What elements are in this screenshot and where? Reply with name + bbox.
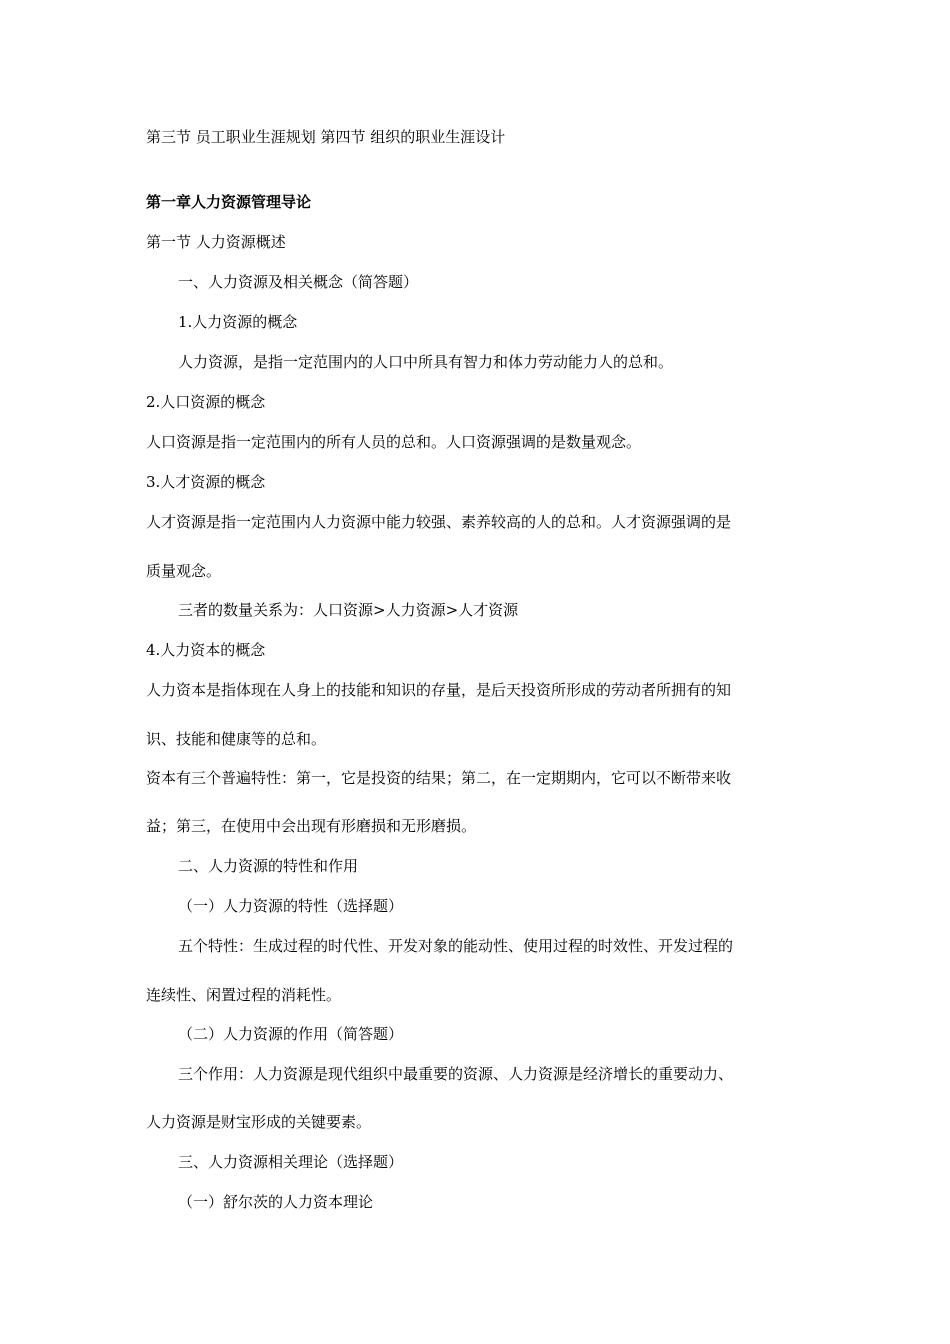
paragraph-line: 五个特性：生成过程的时代性、开发对象的能动性、使用过程的时效性、开发过程的 (178, 937, 734, 955)
sub-subsection-heading: （二）人力资源的作用（简答题） (178, 1025, 404, 1043)
sub-subsection-heading: （一）舒尔茨的人力资本理论 (178, 1193, 374, 1211)
item-heading: 1.人力资源的概念 (178, 313, 298, 331)
section-header-line: 第三节 员工职业生涯规划 第四节 组织的职业生涯设计 (146, 128, 506, 146)
sub-subsection-heading: （一）人力资源的特性（选择题） (178, 897, 404, 915)
paragraph-line: 人力资本是指体现在人身上的技能和知识的存量，是后天投资所形成的劳动者所拥有的知 (146, 681, 732, 699)
paragraph-line: 人才资源是指一定范围内人力资源中能力较强、素养较高的人的总和。人才资源强调的是 (146, 513, 732, 531)
paragraph-line: 三个作用：人力资源是现代组织中最重要的资源、人力资源是经济增长的重要动力、 (178, 1065, 734, 1083)
item-heading: 3.人才资源的概念 (146, 473, 266, 491)
item-heading: 2.人口资源的概念 (146, 393, 266, 411)
subsection-heading: 三、人力资源相关理论（选择题） (178, 1153, 404, 1171)
paragraph-line: 益；第三，在使用中会出现有形磨损和无形磨损。 (146, 817, 477, 835)
item-heading: 4.人力资本的概念 (146, 641, 266, 659)
paragraph-line: 连续性、闲置过程的消耗性。 (146, 986, 342, 1004)
paragraph-line: 识、技能和健康等的总和。 (146, 730, 327, 748)
paragraph-line: 资本有三个普遍特性：第一，它是投资的结果；第二，在一定期期内，它可以不断带来收 (146, 769, 732, 787)
paragraph-line: 三者的数量关系为：人口资源>人力资源>人才资源 (178, 601, 519, 619)
section-title: 第一节 人力资源概述 (146, 233, 286, 251)
subsection-heading: 一、人力资源及相关概念（简答题） (178, 273, 419, 291)
subsection-heading: 二、人力资源的特性和作用 (178, 857, 359, 875)
paragraph-line: 质量观念。 (146, 562, 222, 580)
paragraph-line: 人力资源，是指一定范围内的人口中所具有智力和体力劳动能力人的总和。 (178, 353, 674, 371)
paragraph-line: 人口资源是指一定范围内的所有人员的总和。人口资源强调的是数量观念。 (146, 433, 642, 451)
paragraph-line: 人力资源是财宝形成的关键要素。 (146, 1113, 372, 1131)
chapter-title: 第一章人力资源管理导论 (146, 193, 312, 211)
